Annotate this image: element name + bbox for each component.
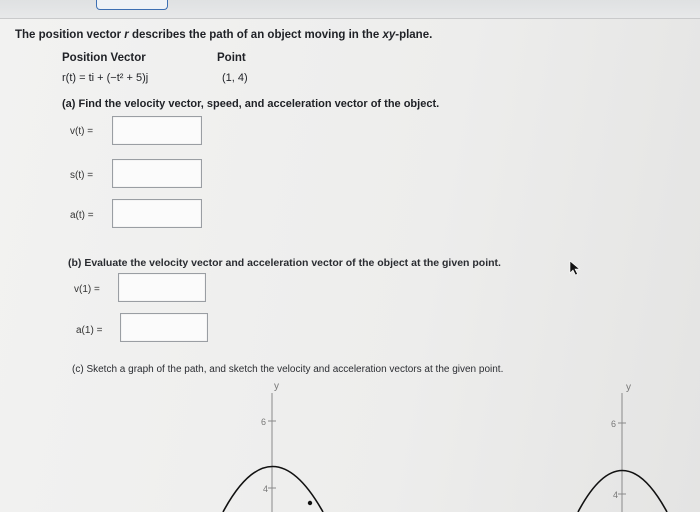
v-t-input[interactable] [112,116,202,145]
plane-italic: xy [382,29,395,41]
part-a-prompt: (a) Find the velocity vector, speed, and acceleration vector of the object. [62,98,439,110]
tick-label-4-right: 4 [613,490,618,500]
header-point: Point [217,52,246,64]
v-t-label: v(t) = [70,126,93,137]
r-symbol: r [124,29,128,41]
a-1-input[interactable] [120,313,208,342]
v-1-input[interactable] [118,273,206,302]
path-graph-right[interactable] [575,381,700,512]
intro-text [15,29,432,41]
path-graph-left[interactable] [215,381,345,512]
header-position-vector: Position Vector [62,52,146,64]
intro-before: The position vector [15,29,124,41]
position-vector-value: r(t) = ti + (−t² + 5)j [62,72,148,84]
intro-middle: describes the path of an object moving in the [129,29,383,41]
problem-sheet [0,18,700,512]
top-toolbar-button[interactable] [96,0,168,10]
intro-after: -plane. [395,29,432,41]
v-1-label: v(1) = [74,284,100,295]
s-t-label: s(t) = [70,170,93,181]
parabola-curve-left [223,467,323,512]
tick-label-6-right: 6 [611,419,616,429]
part-c-prompt: (c) Sketch a graph of the path, and sketch the velocity and acceleration vectors at the given point. [72,364,503,375]
a-1-label: a(1) = [76,325,102,336]
mouse-cursor-icon [569,260,581,276]
a-t-label: a(t) = [70,210,94,221]
y-axis-label-right: y [626,382,631,393]
tick-label-4-left: 4 [263,484,268,494]
a-t-input[interactable] [112,199,202,228]
s-t-input[interactable] [112,159,202,188]
point-marker-left [308,501,312,505]
tick-label-6-left: 6 [261,417,266,427]
y-axis-label-left: y [274,381,279,392]
part-b-prompt: (b) Evaluate the velocity vector and acceleration vector of the object at the given point. [68,257,501,269]
point-value: (1, 4) [222,72,248,84]
